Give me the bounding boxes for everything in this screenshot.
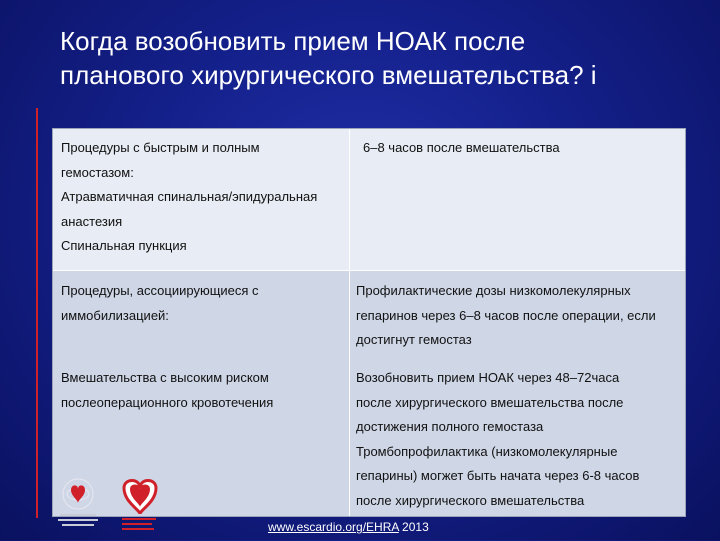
- cell-line: гепарины) могжет быть начата через 6-8 часов: [356, 468, 640, 483]
- cell-line: анастезия: [61, 213, 123, 229]
- table-row-divider: [53, 270, 685, 271]
- logos-svg: [54, 476, 174, 536]
- cell-line: 6–8 часов после вмешательства: [363, 140, 560, 155]
- cell-line: Вмешательства с высоким риском: [61, 370, 269, 385]
- table-cell-row2-right: [356, 279, 656, 353]
- footer-link[interactable]: [268, 520, 429, 534]
- cell-line: Возобновить прием НОАК через 48–72часа: [356, 370, 620, 385]
- footer-year: 2013: [398, 520, 429, 534]
- table-cell-row1-right: [363, 136, 560, 161]
- cell-line: Профилактические дозы низкомолекулярных: [356, 283, 631, 298]
- cell-line: гепаринов через 6–8 часов после операции, если: [356, 307, 656, 323]
- cell-line: после хирургического вмешательства после: [356, 394, 624, 410]
- esc-heart-logo-icon: [122, 481, 156, 531]
- cell-line: иммобилизацией:: [61, 307, 169, 323]
- accent-line: [36, 108, 38, 518]
- cell-line: достигнут гемостаз: [356, 332, 472, 347]
- cell-line: гемостазом:: [61, 164, 134, 180]
- cell-line: достижения полного гемостаза: [356, 419, 544, 434]
- table-cell-row3-right: [356, 366, 639, 513]
- cell-line: Тромбопрофилактика (низкомолекулярные: [356, 443, 618, 459]
- table-cell-row2-left: [61, 279, 259, 328]
- cell-line: Атравматичная спинальная/эпидуральная: [61, 189, 318, 204]
- slide-title: [60, 24, 700, 92]
- logo-group: [54, 476, 174, 536]
- escardio-url[interactable]: www.escardio.org/EHRA: [268, 520, 399, 534]
- table-column-divider: [349, 129, 350, 516]
- cell-line: Процедуры, ассоциирующиеся с: [61, 283, 259, 298]
- cell-line: Спинальная пункция: [61, 238, 187, 253]
- ehra-logo-icon: [58, 479, 98, 526]
- table-cell-row1-left: [61, 136, 317, 259]
- cell-line: Процедуры с быстрым и полным: [61, 140, 260, 155]
- title-line-2: планового хирургического вмешательства? i: [60, 60, 597, 90]
- table-cell-row3-left: [61, 366, 273, 415]
- guideline-table: [52, 128, 686, 517]
- cell-line: после хирургического вмешательства: [356, 492, 585, 508]
- cell-line: послеоперационного кровотечения: [61, 394, 274, 410]
- title-line-1: Когда возобновить прием НОАК после: [60, 26, 526, 56]
